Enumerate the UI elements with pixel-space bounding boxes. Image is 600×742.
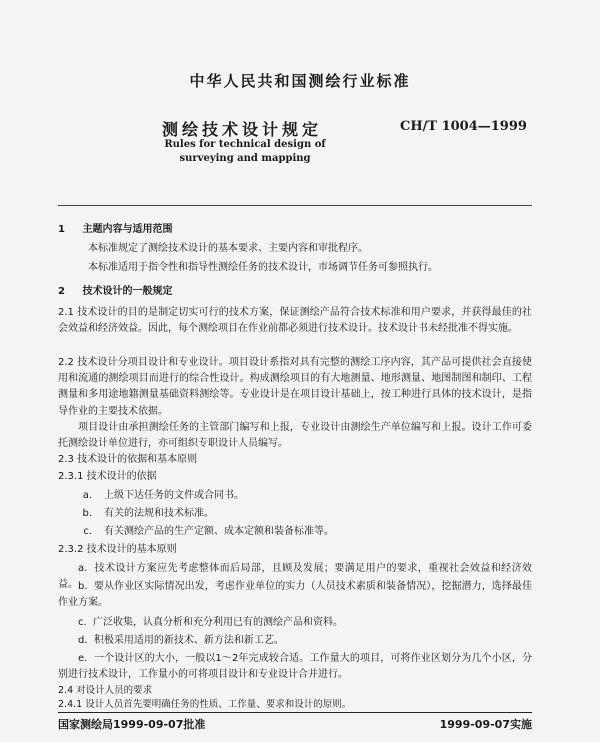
list-text: 上级下达任务的文件或合同书。 xyxy=(104,490,244,501)
section-1-title: 主题内容与适用范围 xyxy=(82,224,173,235)
section-2-heading xyxy=(58,284,532,300)
list-text: 广泛收集，认真分析和充分利用已有的测绘产品和资料。 xyxy=(93,617,344,628)
list-text: 有关测绘产品的生产定额、成本定额和装备标准等。 xyxy=(104,526,334,537)
title-english-line2: surveying and mapping xyxy=(179,153,311,164)
list-item xyxy=(58,615,532,631)
section-1-paragraph-1: 本标准规定了测绘技术设计的基本要求、主要内容和审批程序。 xyxy=(88,243,368,254)
clause-2-3-1: 2.3.1 技术设计的依据 xyxy=(58,471,157,482)
title-english-line1: Rules for technical design of xyxy=(164,139,326,150)
list-item xyxy=(58,579,532,611)
list-marker: c. xyxy=(83,526,92,537)
list-text: 有关的法规和技术标准。 xyxy=(104,508,214,519)
clause-2-4: 2.4 对设计人员的要求 xyxy=(58,685,153,696)
list-item xyxy=(58,651,532,683)
approval-date: 国家测绘局1999-09-07批准 xyxy=(58,718,206,731)
clause-2-2-paragraph-2: 项目设计由承担测绘任务的主管部门编写和上报，专业设计由测绘生产单位编写和上报。设计工作可委托测绘设计单位进行，亦可组织专职设计人员编写。 xyxy=(58,422,532,450)
header-divider xyxy=(58,205,532,206)
list-item xyxy=(58,488,532,504)
list-item xyxy=(58,633,532,649)
clause-2-3-2: 2.3.2 技术设计的基本原则 xyxy=(58,544,177,555)
clause-2-2: 2.2 技术设计分项目设计和专业设计。项目设计系指对具有完整的测绘工序内容，其产品可提供社会直接使用和流通的测绘项目而进行的综合性设计。构成测绘项目的有大地测量、地形测量、地图制图和制印、工程测量和多用途地籍测量基础资料测绘等。专业设计是在项目设计基础上，按工种进行具体的技术设计，是指导作业的主要技术依据。 xyxy=(58,357,532,417)
list-item xyxy=(58,506,532,522)
list-item xyxy=(58,524,532,540)
list-text: 要从作业区实际情况出发，考虑作业单位的实力（人员技术素质和装备情况），挖掘潜力，选择最佳作业方案。 xyxy=(58,581,533,609)
section-1-number: 1 xyxy=(58,224,65,235)
standard-organization: 中华人民共和国测绘行业标准 xyxy=(189,72,411,90)
list-marker: a. xyxy=(78,563,88,574)
title-chinese: 测绘技术设计规定 xyxy=(162,120,323,139)
section-2-number: 2 xyxy=(58,286,65,297)
list-marker: e. xyxy=(78,653,88,664)
clause-2-1: 2.1 技术设计的目的是制定切实可行的技术方案，保证测绘产品符合技术标准和用户要求，并获得最佳的社会效益和经济效益。因此，每个测绘项目在作业前都必须进行技术设计。技术设计书未经批准不得实施。 xyxy=(58,307,532,335)
list-marker: b. xyxy=(78,581,88,592)
section-2-title: 技术设计的一般规定 xyxy=(82,286,173,297)
list-marker: d. xyxy=(78,635,88,646)
list-marker: c. xyxy=(78,617,87,628)
list-marker: a. xyxy=(82,490,92,501)
list-text: 一个设计区的大小，一般以1～2年完成较合适。工作量大的项目，可将作业区划分为几个小区，分别进行技术设计，工作量小的可将项目设计和专业设计合并进行。 xyxy=(58,653,532,681)
section-1-paragraph-2: 本标准适用于指令性和指导性测绘任务的技术设计，市场调节任务可参照执行。 xyxy=(88,262,438,273)
standard-code: CH/T 1004—1999 xyxy=(400,119,527,134)
effective-date: 1999-09-07实施 xyxy=(439,718,532,731)
list-marker: b. xyxy=(82,508,92,519)
section-1-heading xyxy=(58,222,532,238)
list-text: 技术设计方案应先考虑整体而后局部，且顾及发展；要满足用户的要求，重视社会效益和经济效益。 xyxy=(58,563,533,591)
clause-2-3: 2.3 技术设计的依据和基本原则 xyxy=(58,454,198,465)
footer-divider xyxy=(58,712,532,713)
list-text: 积极采用适用的新技术、新方法和新工艺。 xyxy=(93,635,284,646)
clause-2-4-1: 2.4.1 设计人员首先要明确任务的性质、工作量、要求和设计的原则。 xyxy=(58,699,352,710)
